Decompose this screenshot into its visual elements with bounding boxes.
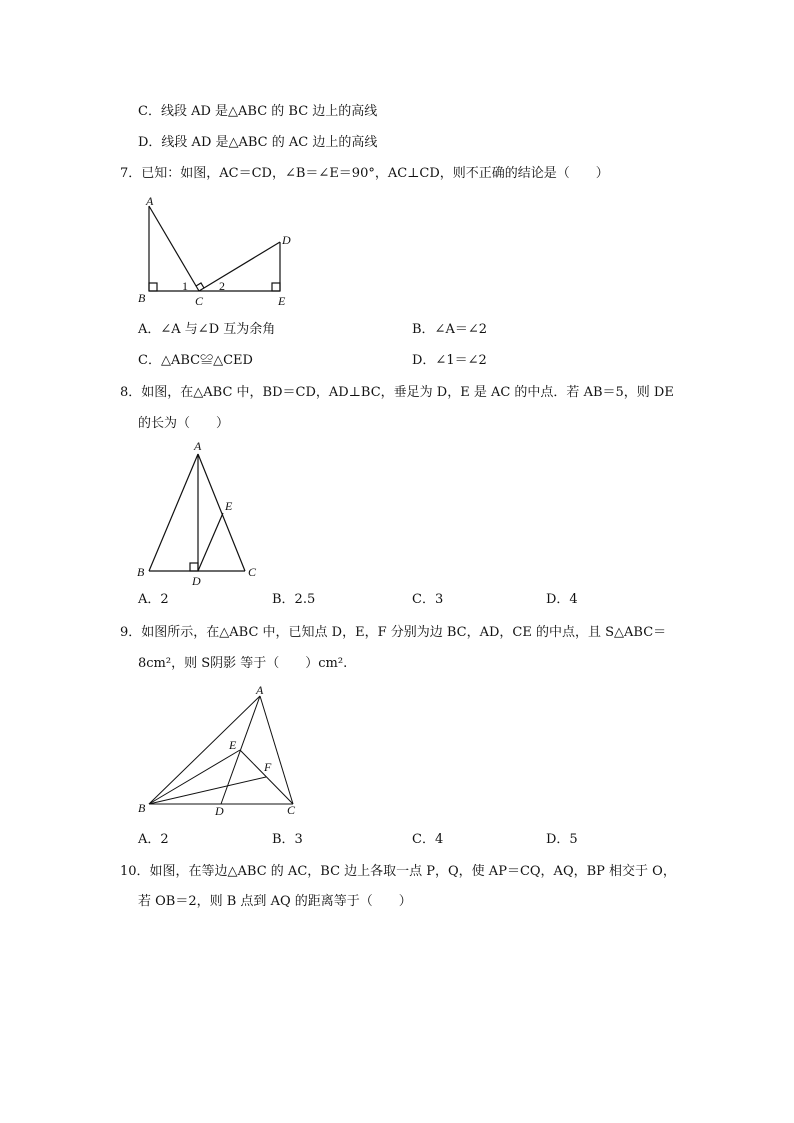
q6-option-d: D．线段 AD 是△ABC 的 AC 边上的高线 [138,135,378,150]
q7-right-angle-b [149,283,157,291]
q7-label-a: A [146,194,154,208]
q8-option-a: A．2 [138,592,169,607]
q7-label-2: 2 [219,279,225,293]
q8-figure [130,438,270,588]
q9-segment-bf [149,777,266,804]
q9-segment-be [149,750,240,804]
q7-segment-ac [149,206,199,291]
q7-option-b: B．∠A＝∠2 [412,322,487,337]
q9-segment-ab [149,696,260,804]
q7-right-angle-e [272,283,280,291]
q8-label-b: B [137,565,145,579]
q9-label-f: F [264,760,272,774]
q7-option-a: A．∠A 与∠D 互为余角 [138,322,276,337]
q7-label-d: D [282,233,291,247]
q6-option-c: C．线段 AD 是△ABC 的 BC 边上的高线 [138,104,378,119]
q7-option-d: D．∠1＝∠2 [412,353,487,368]
q9-label-b: B [138,801,146,815]
q8-right-angle-d [190,563,198,571]
q9-label-d: D [215,804,224,818]
q8-label-a: A [194,439,202,453]
q7-label-e: E [278,294,286,308]
q8-segment-ab [149,454,198,571]
q7-figure [130,192,310,312]
q8-option-b: B．2.5 [272,592,316,607]
q9-option-d: D．5 [546,832,578,847]
q7-segment-cd [199,242,280,291]
q9-option-c: C．4 [412,832,444,847]
q9-label-e: E [229,738,237,752]
q8-stem-line1: 8．如图，在△ABC 中，BD＝CD，AD⊥BC，垂足为 D，E 是 AC 的中点．若 AB＝5，则 DE [120,385,674,400]
q7-stem: 7．已知：如图，AC＝CD，∠B＝∠E＝90°，AC⊥CD，则不正确的结论是（ ） [120,166,609,181]
q8-option-c: C．3 [412,592,444,607]
q8-stem-line2: 的长为（ ） [138,416,230,431]
q9-option-b: B．3 [272,832,303,847]
q10-stem-line2: 若 OB＝2，则 B 点到 AQ 的距离等于（ ） [138,894,412,909]
q9-stem-line2: 8cm²，则 S阴影 等于（ ）cm². [138,656,348,671]
q8-label-e: E [225,499,233,513]
q7-label-b: B [138,291,146,305]
q7-option-c: C．△ABC≌△CED [138,353,253,368]
q7-label-c: C [195,294,204,308]
q8-label-c: C [248,565,257,579]
q7-label-1: 1 [182,279,188,293]
q8-segment-de [198,513,223,571]
q9-figure [130,680,310,820]
q9-option-a: A．2 [138,832,169,847]
q10-stem-line1: 10．如图，在等边△ABC 的 AC，BC 边上各取一点 P，Q，使 AP＝CQ，AQ，BP 相交于 O， [120,864,676,879]
q8-option-d: D．4 [546,592,578,607]
q8-label-d: D [192,574,201,588]
q9-label-c: C [287,803,296,817]
q9-label-a: A [256,683,264,697]
q9-stem-line1: 9．如图所示，在△ABC 中，已知点 D，E，F 分别为边 BC，AD，CE 的中点，且 S△ABC＝ [120,625,667,640]
